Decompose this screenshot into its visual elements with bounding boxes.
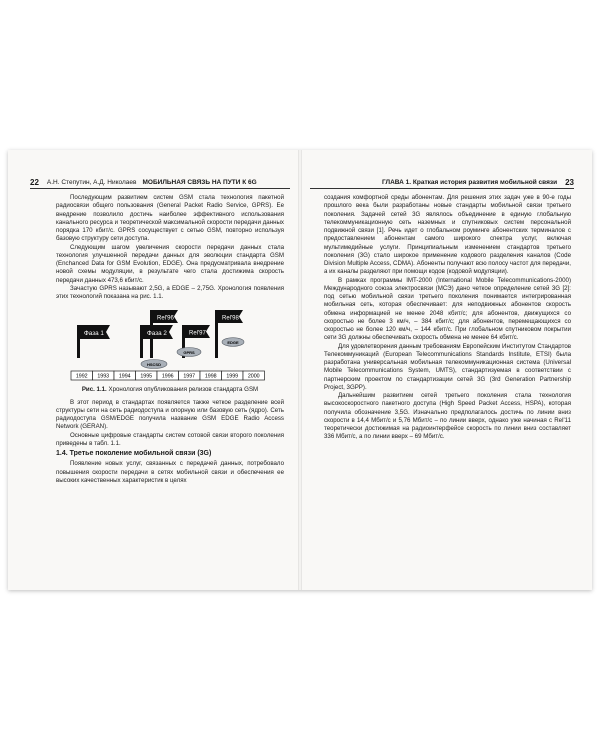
paragraph-umts: Для удовлетворения данным требованиям Европейским Институтом Стандартов Телекоммуникаций (European Telecommunications Standards Institute, ETSI) была разработана универсальная мобильная телекоммуникационная система (Universal Mobile Telecommunications System, UMTS), стандартизуемая в соответствии с партнерским проектом по стандартизации сетей 3G (3rd Generation Partnership Project, 3GPP). <box>324 342 571 391</box>
section-heading-3g: 1.4. Третье поколение мобильной связи (3G) <box>56 450 212 457</box>
paragraph-geran: В этот период в стандартах появляется также четкое разделение всей структуры сети на сеть радиодоступа и опорную или базовую сеть (ядро). Сеть радиодоступа GSM/EDGE получила название GSM EDGE Radio Access Network (GERAN). <box>56 398 284 431</box>
right-page-number: 23 <box>565 178 574 187</box>
feature-label-gprs: GPRS <box>183 350 195 356</box>
phase-label-1: Фаза 1 <box>84 330 104 338</box>
phase-flag-2 <box>140 325 173 358</box>
right-page <box>300 150 592 590</box>
figure-caption-label: Рис. 1.1. <box>81 386 107 394</box>
release-flag-rel98 <box>215 310 243 358</box>
paragraph-3g-continued: создания комфортной среды абонентам. Для решения этих задач уже в 90-е годы прошлого века были разработаны новые стандарты мобильной связи третьего поколения. Задачей сетей 3G являлось объединение в единую глобальную телекоммуникационную сеть наземных и спутниковых систем персональной подвижной связи [1]. Речь идет о глобальном роуминге абонентских терминалов с предоставлением абонентам самого широкого спектра услуг, включая мультимедийные услуги. Принципиальным изменением стандартов третьего поколения (3G) стало широкое применение кодового разделения каналов (Code Division Multiple Access, CDMA). Абоненты получают всю полосу частот для передачи, а их каналы разделяют при помощи кодов (кодовой модуляции). <box>324 194 571 276</box>
timeline-axis <box>71 371 265 380</box>
year-label: 1992 <box>75 373 88 380</box>
gsm-timeline-figure <box>56 307 284 383</box>
year-label: 1995 <box>140 373 153 380</box>
left-page <box>8 150 300 590</box>
year-label: 2000 <box>247 373 260 380</box>
phase-label-2: Фаза 2 <box>147 330 167 338</box>
feature-gprs <box>177 348 201 357</box>
release-label-rel97: Rel'97 <box>189 330 206 337</box>
year-label: 1999 <box>226 373 239 380</box>
figure-caption <box>56 386 284 394</box>
feature-hscsd <box>141 360 167 369</box>
year-label: 1996 <box>161 373 174 380</box>
running-book-title: МОБИЛЬНАЯ СВЯЗЬ НА ПУТИ К 6G <box>142 179 257 186</box>
book-gutter <box>298 150 302 590</box>
year-label: 1994 <box>118 373 131 380</box>
feature-label-edge: EDGE <box>227 340 239 346</box>
left-text-column <box>56 194 284 485</box>
book-spread <box>8 150 592 590</box>
release-label-rel98: Rel'98 <box>222 315 239 322</box>
release-label-rel96: Rel'96 <box>157 315 174 322</box>
year-label: 1998 <box>204 373 217 380</box>
left-page-number: 22 <box>30 178 39 187</box>
gsm-timeline-diagram <box>56 307 284 383</box>
paragraph-hspa: Дальнейшим развитием сетей третьего поколения стала технология высокоскоростного пакетного доступа (High Speed Packet Access, HSPA), которая получила обозначение 3,5G. Изначально предполагалось достичь по линии вниз скорости в 14,4 Мбит/с и 5,76 Мбит/с – по линии вверх, однако уже начиная с Rel'11 теоретически достижимая на радиоинтерфейсе скорость по линии вниз составляет 336 Мбит/с, а по линии вверх – 69 Мбит/с. <box>324 392 571 441</box>
year-label: 1997 <box>183 373 196 380</box>
running-chapter-title: ГЛАВА 1. Краткая история развития мобильной связи <box>382 179 558 186</box>
paragraph-generations: Зачастую GPRS называют 2,5G, а EDGE – 2,75G. Хронология появления этих технологий показана на рис. 1.1. <box>56 284 284 300</box>
paragraph-gprs: Последующим развитием систем GSM стала технология пакетной радиосвязи общего пользования (General Packet Radio Service, GPRS). Ее внедрение позволило достичь наиболее эффективного использования канального ресурса и теоретической максимальной скорости передачи данных порядка 170 кбит/с. GPRS сосуществует с сетью GSM, повторно используя базовую структуру сети доступа. <box>56 194 284 243</box>
paragraph-new-services: Появление новых услуг, связанных с передачей данных, потребовало повышения скорости передачи в сетях мобильной связи и обеспечения ее высоких качественных характеристик в целях <box>56 460 284 484</box>
feature-edge <box>222 338 244 347</box>
feature-label-hscsd: HSCSD <box>146 362 162 368</box>
phase-flag-1 <box>77 325 110 358</box>
right-running-header <box>310 177 574 189</box>
paragraph-edge: Следующим шагом увеличения скорости передачи данных стала технология улучшенной передачи данных для эволюции стандарта GSM (Enchanced Data for GSM Evolution, EDGE). Она предусматривала внедрение новой схемы модуляции, в результате чего стала достижима скорость передачи данных 473,6 кбит/с. <box>56 243 284 284</box>
running-authors: А.Н. Степутин, А.Д. Николаев <box>46 179 137 186</box>
left-running-header <box>30 177 290 189</box>
right-text-column <box>324 194 571 442</box>
paragraph-imt2000: В рамках программы IMT-2000 (International Mobile Telecommunications-2000) Международного союза электросвязи (МСЭ) дано четкое определение сетей 3G [2]: под сетью мобильной связи третьего поколения понимается интегрированная мобильная сеть, которая обеспечивает: для неподвижных абонентов скорость обмена информацией не менее 2048 кбит/с; для абонентов, движущихся со скоростью не более 3 км/ч, – 384 кбит/с; для абонентов, перемещающихся со скоростью не более 120 км/ч, – 144 кбит/с. При глобальном спутниковом покрытии сети 3G должны обеспечивать скорость обмена не менее 64 кбит/с. <box>324 276 571 342</box>
paragraph-table-ref: Основные цифровые стандарты систем сотовой связи второго поколения приведены в табл. 1.1. <box>56 431 284 447</box>
year-label: 1993 <box>97 373 110 380</box>
figure-caption-text: Хронология опубликования релизов стандарта GSM <box>108 386 259 394</box>
